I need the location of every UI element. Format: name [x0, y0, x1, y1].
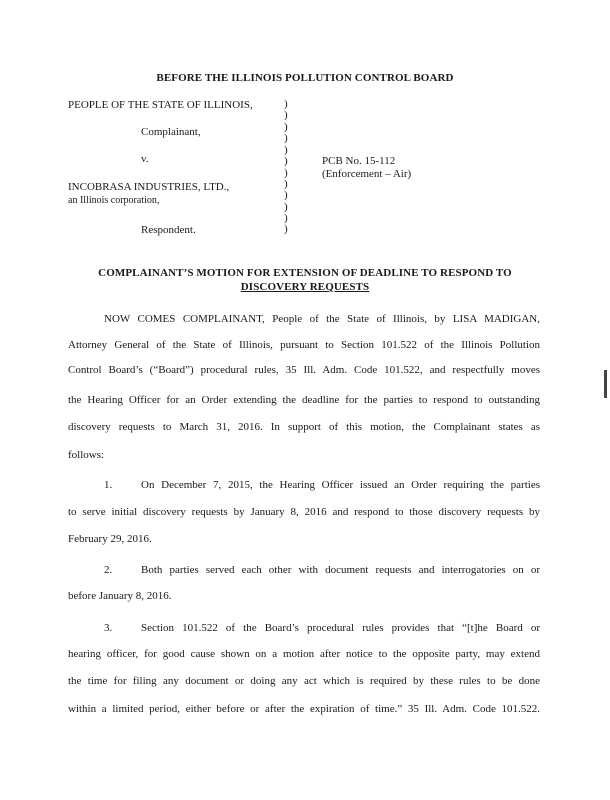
board-heading: BEFORE THE ILLINOIS POLLUTION CONTROL BOARD — [156, 72, 454, 84]
defendant-description: an Illinois corporation, — [68, 195, 160, 206]
case-type: (Enforcement – Air) — [322, 168, 412, 180]
paragraph-number: 1. — [104, 479, 113, 491]
paragraph-line: the time for filing any document or doing any act which is required by these rules to be done — [68, 675, 540, 687]
paragraph-line: hearing officer, for good cause shown on a motion after notice to the opposite party, may extend — [68, 648, 540, 660]
motion-title-line-2: DISCOVERY REQUESTS — [240, 281, 370, 293]
intro-line: follows: — [68, 449, 105, 461]
caption-paren: ) — [284, 144, 288, 156]
defendant-name: INCOBRASA INDUSTRIES, LTD., — [68, 181, 230, 193]
caption-paren: ) — [284, 201, 288, 213]
paragraph-line: On December 7, 2015, the Hearing Officer issued an Order requiring the parties — [141, 479, 540, 491]
scan-edge-mark — [604, 370, 607, 398]
paragraph-line: to serve initial discovery requests by January 8, 2016 and respond to those discovery requests by — [68, 506, 540, 518]
defendant-role: Respondent. — [141, 224, 196, 236]
caption-paren: ) — [284, 223, 288, 235]
paragraph-line: within a limited period, either before or after the expiration of time.” 35 Ill. Adm. Code 101.522. — [68, 703, 540, 715]
intro-line: NOW COMES COMPLAINANT, People of the State of Illinois, by LISA MADIGAN, — [104, 313, 540, 325]
paragraph-line: Both parties served each other with document requests and interrogatories on or — [141, 564, 540, 576]
intro-line: Control Board’s (“Board”) procedural rules, 35 Ill. Adm. Code 101.522, and respectfully moves — [68, 364, 540, 376]
paragraph-line: Section 101.522 of the Board’s procedural rules provides that “[t]he Board or — [141, 622, 540, 634]
motion-title-line-1: COMPLAINANT’S MOTION FOR EXTENSION OF DEADLINE TO RESPOND TO — [98, 267, 512, 279]
plaintiff-name: PEOPLE OF THE STATE OF ILLINOIS, — [68, 99, 253, 111]
paragraph-line: February 29, 2016. — [68, 533, 152, 545]
caption-paren: ) — [284, 132, 288, 144]
intro-line: Attorney General of the State of Illinois, pursuant to Section 101.522 of the Illinois Pollution — [68, 339, 540, 351]
caption-paren: ) — [284, 178, 288, 190]
caption-paren: ) — [284, 155, 288, 167]
intro-line: discovery requests to March 31, 2016. In support of this motion, the Complainant states as — [68, 421, 540, 433]
intro-line: the Hearing Officer for an Order extending the deadline for the parties to respond to outstanding — [68, 394, 540, 406]
caption-paren: ) — [284, 121, 288, 133]
paragraph-number: 3. — [104, 622, 113, 634]
caption-paren: ) — [284, 109, 288, 121]
paragraph-number: 2. — [104, 564, 113, 576]
caption-paren: ) — [284, 212, 288, 224]
plaintiff-role: Complainant, — [141, 126, 201, 138]
versus: v. — [141, 153, 149, 165]
caption-paren: ) — [284, 98, 288, 110]
paragraph-line: before January 8, 2016. — [68, 590, 172, 602]
case-number: PCB No. 15-112 — [322, 155, 396, 167]
caption-paren: ) — [284, 167, 288, 179]
caption-paren: ) — [284, 189, 288, 201]
